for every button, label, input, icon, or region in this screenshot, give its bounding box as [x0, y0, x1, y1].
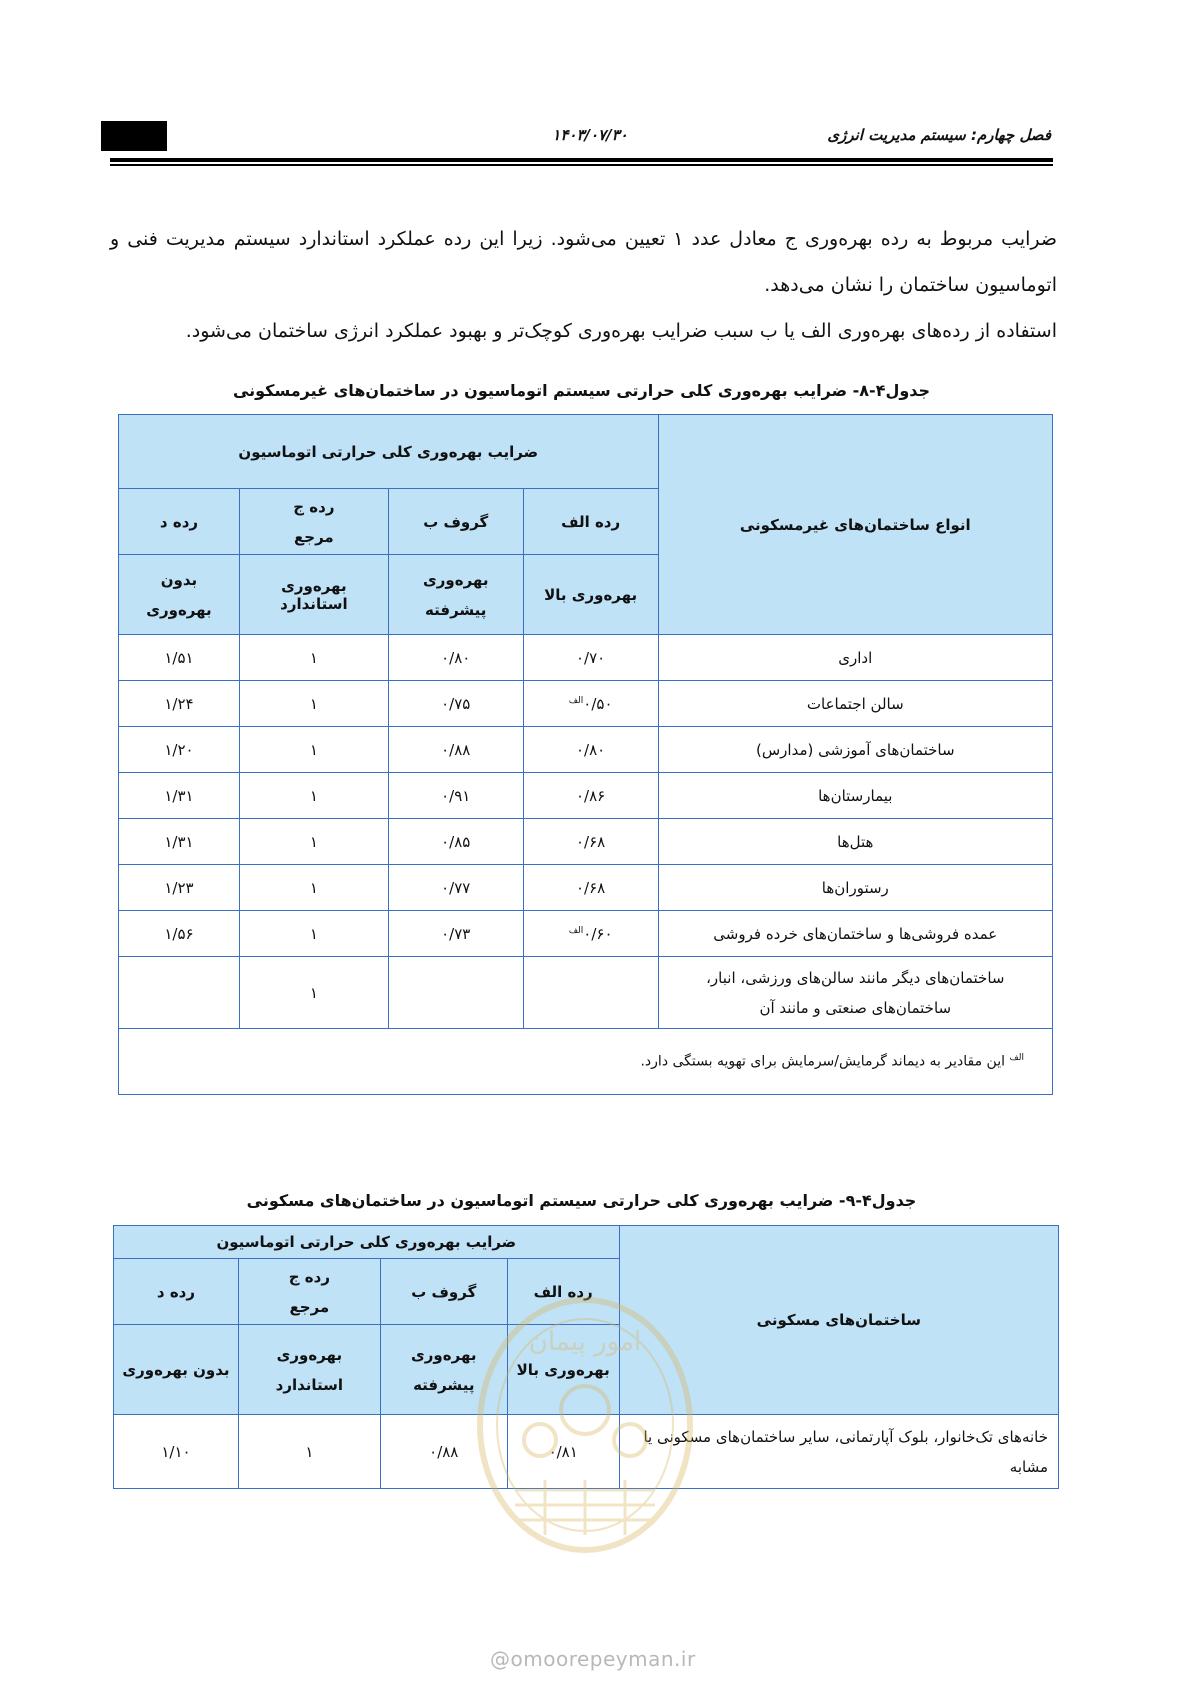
- table2-header-class-c: [238, 1259, 380, 1325]
- table1-class-c-line2: مرجع: [294, 527, 334, 546]
- cell-d: ۱/۲۰: [119, 727, 240, 773]
- cell-a: [523, 957, 658, 1029]
- cell-a: ۰/۷۰: [523, 635, 658, 681]
- row-name: بیمارستان‌ها: [658, 773, 1052, 819]
- row-name: [658, 957, 1052, 1029]
- table1-desc-d-line2: بهره‌وری: [146, 600, 212, 619]
- row-name: اداری: [658, 635, 1052, 681]
- body-paragraph: [110, 216, 1057, 354]
- cell-d: ۱/۳۱: [119, 819, 240, 865]
- cell-a: $۰/۶۰^{الف}$: [523, 911, 658, 957]
- table1-caption: جدول۴-۸- ضرایب بهره‌وری کلی حرارتی سیستم اتوماسیون در ساختمان‌های غیرمسکونی: [232, 381, 931, 400]
- table1-desc-b-line2: پیشرفته: [425, 600, 487, 619]
- table2-desc-b-line1: بهره‌وری: [411, 1345, 477, 1364]
- cell-d: ۱/۲۴: [119, 681, 240, 727]
- table-row: [119, 957, 1053, 1029]
- cell-a: ۰/۸۰: [523, 727, 658, 773]
- table2-desc-b-line2: پیشرفته: [413, 1375, 475, 1394]
- header-black-box: [101, 121, 167, 151]
- cell-d: ۱/۵۱: [119, 635, 240, 681]
- cell-d: ۱/۲۳: [119, 865, 240, 911]
- footnote-marker: الف: [1009, 1053, 1024, 1064]
- table2-header-group: ضرایب بهره‌وری کلی حرارتی اتوماسیون: [114, 1226, 620, 1259]
- cell-b: ۰/۷۵: [388, 681, 523, 727]
- table1-desc-d: [119, 555, 240, 635]
- table-row: [119, 727, 1053, 773]
- cell-c: ۱: [239, 727, 388, 773]
- table1-footnote: [119, 1029, 1053, 1095]
- cell-a: ۰/۶۸: [523, 819, 658, 865]
- table1-desc-c: بهره‌وری استاندارد: [239, 555, 388, 635]
- cell-b: ۰/۷۳: [388, 911, 523, 957]
- row-name: سالن اجتماعات: [658, 681, 1052, 727]
- cell-a: ۰/۶۸: [523, 865, 658, 911]
- table1-header-class-b: گروف ب: [388, 489, 523, 555]
- cell-b: ۰/۸۸: [388, 727, 523, 773]
- cell-d: [119, 957, 240, 1029]
- table1: [118, 414, 1053, 1095]
- cell-d: ۱/۱۰: [114, 1415, 239, 1489]
- cell-a: $۰/۵۰^{الف}$: [523, 681, 658, 727]
- table1-header-building: انواع ساختمان‌های غیرمسکونی: [658, 415, 1052, 635]
- table2-caption: جدول۴-۹- ضرایب بهره‌وری کلی حرارتی سیستم اتوماسیون در ساختمان‌های مسکونی: [246, 1191, 917, 1210]
- table1-header-class-a: رده الف: [523, 489, 658, 555]
- table2-header-class-b: گروف ب: [380, 1259, 507, 1325]
- row-name: هتل‌ها: [658, 819, 1052, 865]
- footnote-text: این مقادیر به دیماند گرمایش/سرمایش برای تهویه بستگی دارد.: [640, 1053, 1005, 1070]
- row-name-line2: مشابه: [1009, 1457, 1048, 1476]
- cell-a: ۰/۸۶: [523, 773, 658, 819]
- table2-header-class-a: رده الف: [507, 1259, 619, 1325]
- table2-desc-a: بهره‌وری بالا: [507, 1325, 619, 1415]
- cell-d: ۱/۵۶: [119, 911, 240, 957]
- table1-desc-b: [388, 555, 523, 635]
- table-row: [119, 773, 1053, 819]
- table2-desc-d: بدون بهره‌وری: [114, 1325, 239, 1415]
- cell-b: ۰/۹۱: [388, 773, 523, 819]
- watermark-text: @omoorepeyman.ir: [490, 1647, 696, 1671]
- cell-b: ۰/۷۷: [388, 865, 523, 911]
- watermark-seal-text: امور پیمان: [528, 1327, 642, 1357]
- row-name: [619, 1415, 1058, 1489]
- table2-desc-b: [380, 1325, 507, 1415]
- table2-class-c-line1: رده ج: [288, 1267, 330, 1286]
- table1-header-class-d: رده د: [119, 489, 240, 555]
- paragraph-line-1: ضرایب مربوط به رده بهره‌وری ج معادل عدد ۱ تعیین می‌شود. زیرا این رده عملکرد استاندارد سیستم مدیریت فنی و اتوماسیون ساختمان را نشان می‌دهد.: [110, 228, 1057, 296]
- footnote-marker: الف: [568, 925, 584, 936]
- cell-c: ۱: [239, 911, 388, 957]
- table2-class-c-line2: مرجع: [289, 1297, 330, 1316]
- table2-header-class-d: رده د: [114, 1259, 239, 1325]
- table1-desc-a: بهره‌وری بالا: [523, 555, 658, 635]
- row-name-line1: ساختمان‌های دیگر مانند سالن‌های ورزشی، انبار،: [706, 968, 1005, 987]
- cell-c: ۱: [238, 1415, 380, 1489]
- table-row: [119, 911, 1053, 957]
- header-rule-thin: [110, 164, 1053, 166]
- row-name: عمده فروشی‌ها و ساختمان‌های خرده فروشی: [658, 911, 1052, 957]
- table1-header-class-c: [239, 489, 388, 555]
- table1-desc-d-line1: بدون: [160, 570, 198, 589]
- cell-c: ۱: [239, 635, 388, 681]
- table-row: [119, 865, 1053, 911]
- cell-b: ۰/۸۸: [380, 1415, 507, 1489]
- cell-c: ۱: [239, 865, 388, 911]
- footnote-marker: الف: [568, 695, 584, 706]
- table2-header-building: ساختمان‌های مسکونی: [619, 1226, 1058, 1415]
- cell-a: ۰/۸۱: [507, 1415, 619, 1489]
- table2: [113, 1225, 1059, 1489]
- paragraph-line-2: استفاده از رده‌های بهره‌وری الف یا ب سبب ضرایب بهره‌وری کوچک‌تر و بهبود عملکرد انرژی ساختمان می‌شود.: [185, 320, 1057, 342]
- row-name-line1: خانه‌های تک‌خانوار، بلوک آپارتمانی، سایر ساختمان‌های مسکونی یا: [643, 1427, 1048, 1446]
- table-footnote-row: [119, 1029, 1053, 1095]
- cell-b: [388, 957, 523, 1029]
- cell-c: ۱: [239, 819, 388, 865]
- table-row: [114, 1415, 1059, 1489]
- table-row: [119, 635, 1053, 681]
- table1-class-c-line1: رده ج: [293, 497, 335, 516]
- header-rule-thick: [110, 158, 1053, 162]
- table2-desc-c-line2: استاندارد: [275, 1375, 344, 1394]
- table1-desc-b-line1: بهره‌وری: [423, 570, 489, 589]
- table-row: [119, 819, 1053, 865]
- cell-c: ۱: [239, 957, 388, 1029]
- cell-d: ۱/۳۱: [119, 773, 240, 819]
- cell-c: ۱: [239, 681, 388, 727]
- row-name: رستوران‌ها: [658, 865, 1052, 911]
- header-chapter-title: فصل چهارم: سیستم مدیریت انرژی: [827, 126, 1051, 144]
- cell-c: ۱: [239, 773, 388, 819]
- table2-desc-c-line1: بهره‌وری: [276, 1345, 343, 1364]
- row-name: ساختمان‌های آموزشی (مدارس): [658, 727, 1052, 773]
- header-date: ۱۴۰۳/۰۷/۳۰: [552, 126, 628, 144]
- row-name-line2: ساختمان‌های صنعتی و مانند آن: [759, 998, 952, 1017]
- cell-b: ۰/۸۵: [388, 819, 523, 865]
- cell-b: ۰/۸۰: [388, 635, 523, 681]
- table2-desc-c: [238, 1325, 380, 1415]
- table1-header-group: ضرایب بهره‌وری کلی حرارتی اتوماسیون: [119, 415, 659, 489]
- table-row: [119, 681, 1053, 727]
